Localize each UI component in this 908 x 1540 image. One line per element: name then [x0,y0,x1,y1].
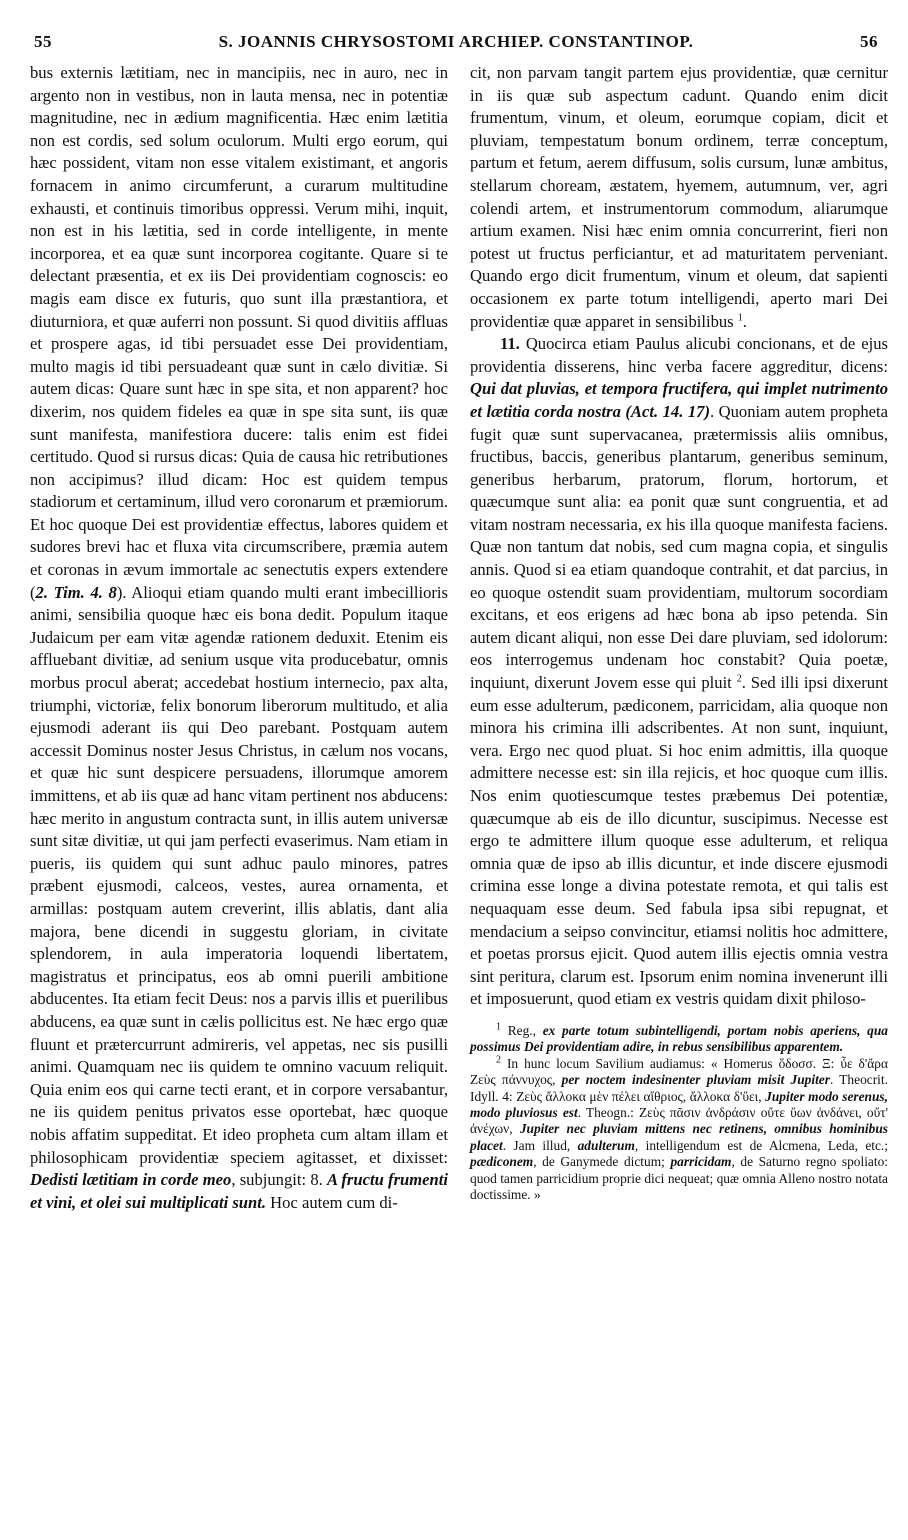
acts-quote: Qui dat pluvias, et tempora fructifera, qui implet nutrimento et lætitia corda nostra (Act. 14. 17) [470,379,888,421]
footnote-1-italic: ex parte totum subintelligendi, portam nobis aperiens, qua possimus Dei providentiam adire, in rebus sensibilibus apparentem. [470,1022,888,1055]
right-paragraph-1 [470,62,888,333]
footnote-2-italic-5: pædiconem [470,1154,534,1170]
footnote-ref-1: 1 [737,312,743,323]
left-text-b: ). Alioqui etiam quando multi erant imbecillioris animi, sensibilia quoque hæc eis bona dedit. Populum itaque Judaicum per eam vitæ agendæ rationem deduxit. Etenim eis affluebant divitiæ, ad senium usque vita producebatur, omnis morbus procul aberat; accedebat hostium internecio, pax alta, triumphi, victoriæ, felix bonorum liberorum multitudo, et alia ejusmodi aderant iis qui Deo parebant. Postquam autem accessit Dominus noster Jesus Christus, in cælum nos vocans, et quæ hic sunt despicere persuadens, illorumque amorem immittens, et ab iis quæ ad hanc vitam pertinent nos abducens: hæc merito in angustum contracta sunt, in illis autem universæ sunt sitæ divitiæ, ut qui jam perfecti evaserimus. Nam etiam in pueris, iis quidem qui sunt adhuc paulo minores, patres præbent ejusmodi, calceos, vestes, aurea ornamenta, et armillas: postquam autem creverint, illis ablatis, dant alia majora, bene dicendi in suggestu gloriam, in civitate splendorem, in aula imperatoria loquendi libertatem, magistratus et principatus, eos ab omni puerili ambitione abducentes. Ita etiam fecit Deus: nos a parvis illis et puerilibus abducens, ea quæ sunt in cælis pollicitus est. Ne hæc ergo quæ fluunt et prætercurrunt admireris, vel appetas, nec sis pusilli animi. Quamquam nec iis quidem te omnino vacuum reliquit. Quia enim eos qui carne tecti erant, et in corpore versabantur, ne iis quidem penitus privatos esse oportebat, hæc quoque nobis affatim suppeditat. Et ideo propheta cum altam illam et philosophicam providentiæ speciem agitasset, et dixisset: [30,582,448,1167]
right-text-a-end: . [742,311,747,331]
footnote-2-text-b: . Theocrit. Idyll. 4: Ζεὺς ἄλλοκα μὲν πέλει αἴθριος, ἄλλοκα δ'ὕει, [470,1072,888,1104]
footnote-2-text-e: , intelligendum est de Alcmena, Leda, etc.; [634,1137,888,1153]
footnote-2-mark: 2 [496,1054,501,1066]
left-text-d: Hoc autem cum di- [266,1192,398,1212]
page-number-right: 56 [860,32,878,51]
psalm-quote-2: A fructu frumenti et vini, et olei sui multiplicati sunt. [30,1170,448,1212]
footnote-2-text-d: . Jam illud, [502,1137,578,1153]
footnote-2-text-g: , de Saturno regno spoliato: quod tamen parricidium proprie dici nequeat; quæ omnia Alleno nostro notata doctissime. » [470,1154,888,1202]
footnote-2-text-a: In hunc locum Savilium audiamus: « Homerus ὅδοσσ. Ξ: ὖε δ'ἄρα Ζεὺς πάννυχος, [470,1055,888,1088]
footnote-2-italic-4: adulterum [577,1137,635,1153]
footnote-2-text-f: , de Ganymede dictum; [533,1154,671,1170]
footnote-ref-2: 2 [736,673,742,685]
right-text-b: Quocirca etiam Paulus alicubi concionans, et de ejus providentia disserens, hinc verba facere aggreditur, dicens: [470,334,888,376]
footnote-1 [470,1023,888,1056]
footnote-2-italic-2: Jupiter modo serenus, modo pluviosus est [470,1088,888,1120]
right-text-a: cit, non parvam tangit partem ejus providentiæ, quæ cernitur in iis quæ sub aspectum cadunt. Quando enim dicit frumentum, vinum, et oleum, eorumque copiam, dicit et pluviam, tempestatum bonum ordinem, terræ conceptum, partum et fetum, aerem diffusum, solis cursum, lunæ ambitus, stellarum choream, æstatem, hyemem, autumnum, ver, agri colendi artem, et instrumentorum commodum, aliarumque artium examen. Nisi hæc enim omnia concurrerint, fieri non potest ut fructus perficiantur, et ad maturitatem perveniant. Quando ergo dicit frumentum, vinum et oleum, dat sapienti occasionem ex parte totum intelligendi, aperto mari Dei providentiæ quæ apparet in sensibilibus [470,63,888,331]
page-number-left: 55 [34,32,52,51]
left-text-a: bus externis lætitiam, nec in mancipiis, nec in auro, nec in argento non in vestibus, non in lauta mensa, nec in potentiæ magnitudine, nec in ædium magnificentia. Hæc enim lætitia non est cordis, sed solum oculorum. Multi ergo eorum, qui hæc possident, vitam non esse vitalem existimant, et angoris fornacem in animo circumferunt, a curarum multitudine exhausti, et continuis timoribus oppressi. Verum mihi, inquit, non est in his lætitia, sed in corde intelligente, in mente incorporea, et ea quæ sunt incorporea cogitante. Quare si te delectant præsentia, et ex iis Dei providentiam cognoscis: eo magis eam disce ex futuris, quo sunt illa præstantiora, et diuturniora, et quæ auferri non possunt. Si quod divitiis affluas et prospere agas, id tibi persuadet esse Dei providentiam, multo magis id tibi persuadeant quæ sunt in cælo divitiæ. Si autem dicas: Quare sunt hæc in spe sita, et non apparent? hoc dixerim, nos quidem fideles ea quæ in spe sita sunt, iis quæ sunt manifesta, manifestiora ducere: talis enim est fidei certitudo. Quod si rursus dicas: Quia de causa hic retributiones non accipimus? illud dicam: Hoc est quidem tempus stadiorum et certaminum, illud vero coronarum et præmiorum. Et hoc quoque Dei est providentiæ effectus, labores quidem et sudores brevi hac et fluxa vita circumscribere, præmia autem et coronas in ævum immortale ac senectutis expers extendere ( [30,63,448,602]
left-paragraph [30,62,448,1214]
footnote-2-italic-1: per noctem indesinenter pluviam misit Jupiter [561,1072,830,1088]
psalm-quote: Dedisti lætitiam in corde meo [30,1170,232,1190]
footnote-1-text: Reg., [501,1022,543,1038]
right-text-c: . Quoniam autem propheta fugit quæ sunt supervacanea, prætermissis aliis omnibus, fructibus, baccis, generibus plantarum, generibus seminum, generibus herbarum, pratorum, florum, hortorum, et quæcumque sunt alia: ea ponit quæ sunt congruentia, et ad vitam nostram necessaria, ex his illa quoque manifesta faciens. Quæ non tantum dat nobis, sed cum magna copia, et singulis annis. Quod si ea etiam quandoque contrahit, et dat parcius, in eo quoque ostendit suam providentiam, multorum socordiam excitans, et eos erigens ad hæc bona ab ipso petenda. Sin autem dicant aliqui, non esse Dei dare pluviam, sed idolorum: eos interrogemus undenam hoc constabit? Quia poetæ, inquiunt, dixerunt Jovem esse qui pluit [470,401,889,693]
page-title: S. JOANNIS CHRYSOSTOMI ARCHIEP. CONSTANTINOP. [218,32,694,51]
footnote-1-mark: 1 [496,1021,501,1033]
footnote-2-italic-6: parricidam [670,1154,732,1170]
running-head [34,32,878,56]
scripture-reference: 2. Tim. 4. 8 [35,582,117,602]
section-number: 11. [500,334,520,354]
footnote-2-italic-3: Jupiter nec pluviam mittens nec retinens, omnibus hominibus placet [470,1121,889,1153]
right-column [470,62,888,1203]
footnote-2 [470,1056,888,1204]
left-column [30,62,448,1214]
right-paragraph-2 [470,333,888,1011]
left-text-c: , subjungit: 8. [231,1170,327,1190]
footnote-2-text-c: . Theogn.: Ζεὺς πᾶσιν ἀνδράσιν οὔτε ὕων ἁνδάνει, οὔτ' ἀνέχων, [470,1104,888,1137]
footnotes [470,1023,888,1203]
right-text-d: . Sed illi ipsi dixerunt eum esse adulterum, pædiconem, parricidam, alia quoque non minora his crimina illi adscribentes. At non sunt, inquiunt, vera. Ergo nec quod pluat. Si hoc enim admittis, illa quoque admittere necesse est: sin illa rejicis, et hoc quoque cum illis. Nos enim quotiescumque testes præbemus Dei potentiæ, quæcumque ab eis de illo dicuntur, suscipimus. Necesse est ergo te admittere illum quoque esse adulterum, et reliqua omnia quæ de ipso ab illis dicuntur, et inde discere ejusmodi crimina esse longe a divina potestate remota, et qui talis est nequaquam esse deum. Sed fabula ipsa sibi repugnat, et mendacium a seipso convincitur, etiamsi nolitis hoc admittere, et poetas prorsus ejicit. Quod autem illis ejectis omnia vestra sint peritura, clarum est. Ipsorum enim nomina invenerunt illi et imposuerunt, quod etiam ex vestris quidam dixit philoso- [470,673,888,1009]
